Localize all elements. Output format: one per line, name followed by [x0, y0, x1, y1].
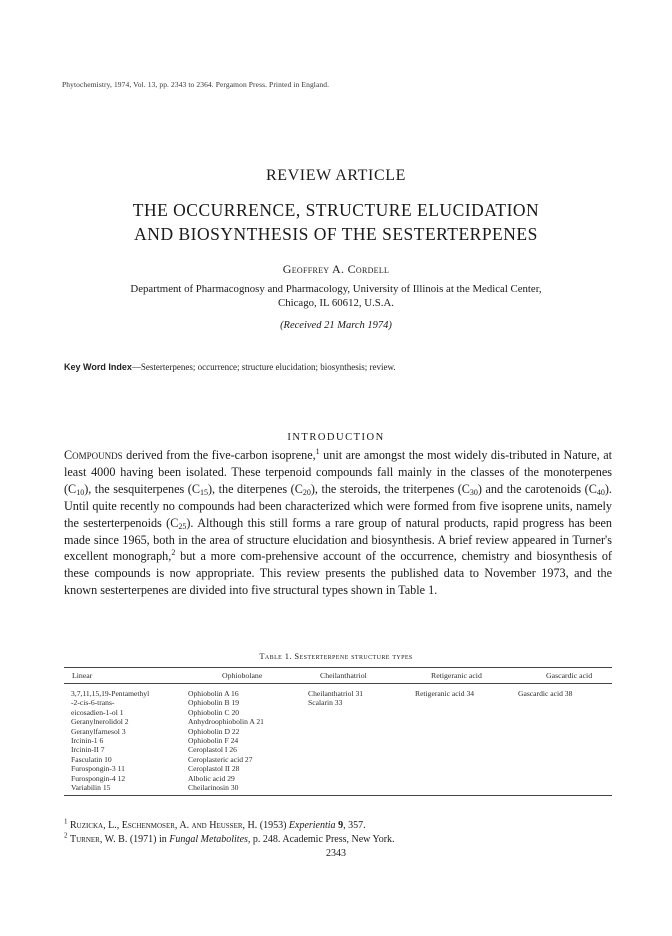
table-cell: Retigeranic acid 34	[415, 689, 475, 698]
intro-text: ), the steroids, the triterpenes (C	[310, 481, 470, 496]
affiliation-line-2: Chicago, IL 60612, U.S.A.	[278, 297, 394, 309]
introduction-heading: INTRODUCTION	[287, 432, 385, 443]
table-caption: Table 1. Sesterterpene structure types	[259, 651, 413, 661]
footnote-pages: , 357.	[343, 820, 366, 831]
table-cell: Ophiobolin F 24	[188, 736, 239, 746]
table-cell: Ophiobolin A 16	[188, 689, 239, 698]
article-type-label: REVIEW ARTICLE	[265, 167, 407, 184]
keyword-index-label: Key Word Index	[64, 362, 132, 372]
table-cell: -2-cis-6-trans-	[71, 698, 115, 708]
table-cell: Cheilanthatriol 31	[308, 689, 364, 698]
table-cell: Ceroplasteric acid 27	[188, 754, 253, 764]
table-cell: Gascardic acid 38	[518, 689, 573, 698]
table-cell: Ceroplastol I 26	[188, 745, 237, 755]
table-cell: Scalarin 33	[308, 698, 343, 708]
footnote-1	[64, 819, 395, 833]
intro-text: ). Until quite recently no compounds had been characterized which were formed from five isoprene units, namely the sesterterpenoids (C	[64, 481, 612, 530]
subscript: 10	[76, 487, 85, 497]
intro-text: ), the sesquiterpenes (C	[84, 481, 200, 496]
intro-text: ) and the carotenoids (C	[477, 481, 597, 496]
table-cell: Geranylfarnesol 3	[71, 726, 126, 736]
table-cell: Cheilarinosin 30	[188, 783, 239, 793]
table-column-gascardic-acid	[516, 689, 612, 792]
table-header-row	[64, 668, 612, 683]
table-cell: Variabilin 15	[71, 783, 111, 793]
footnote-book: Fungal Metabolites,	[169, 833, 251, 845]
table-cell: Ophiobolin C 20	[188, 707, 240, 717]
intro-text: ). Although this still forms a rare group of natural products, rapid progress has been made since 1965, both in the area of structure elucidation and biosynthesis. A brief review appeared in Turner's excellent monograph,	[64, 515, 612, 564]
footnote-publisher: p. 248. Academic Press, New York.	[250, 833, 395, 845]
subscript: 25	[178, 521, 187, 531]
table-column-retigeranic-acid	[413, 689, 516, 792]
footnotes	[64, 819, 395, 846]
table-cell: Furospongin-3 11	[71, 764, 125, 774]
subscript: 20	[302, 487, 311, 497]
intro-text: unit are amongst the most widely dis-tributed in Nature, at least 4000 having been isolated. These terpenoid compounds fall mainly in the classes of the monoterpenes (C	[64, 448, 612, 496]
author-name: Geoffrey A. Cordell	[282, 262, 390, 276]
footnote-number: 2	[64, 831, 68, 840]
table-header-cell: Linear	[72, 671, 93, 680]
footnote-number: 1	[64, 817, 68, 826]
author-affiliation	[0, 282, 672, 310]
footnote-ref-2: 2	[171, 548, 176, 558]
table-cell: Fasculatin 10	[71, 754, 112, 764]
intro-text: ), the diterpenes (C	[208, 481, 303, 496]
footnote-journal: Experientia	[288, 820, 336, 831]
page-number: 2343	[326, 848, 346, 859]
journal-running-header: Phytochemistry, 1974, Vol. 13, pp. 2343 to 2364. Pergamon Press. Printed in England.	[62, 80, 330, 89]
table-cell: Ceroplastol II 28	[188, 764, 240, 774]
table-cell: Ophiobolin D 22	[188, 726, 240, 736]
subscript: 30	[469, 487, 478, 497]
affiliation-line-1: Department of Pharmacognosy and Pharmacology, University of Illinois at the Medical Center,	[130, 283, 542, 295]
subscript: 40	[596, 487, 605, 497]
table-header-cell: Gascardic acid	[546, 671, 593, 680]
keyword-index-text: —Sesterterpenes; occurrence; structure elucidation; biosynthesis; review.	[131, 362, 396, 372]
table-cell: Ophiobolin B 19	[188, 698, 240, 708]
table-bottom-rule	[64, 795, 612, 796]
table-cell: 3,7,11,15,19-Pentamethyl	[71, 689, 150, 698]
table-header-cell: Ophiobolane	[222, 671, 263, 680]
table-cell: eicosadien-1-ol 1	[71, 707, 124, 717]
footnote-authors: Ruzicka, L., Eschenmoser, A. and Heusser, H.	[70, 820, 258, 831]
keyword-index	[64, 362, 396, 372]
footnote-2	[64, 833, 395, 847]
table-cell: Ircinin-II 7	[71, 745, 105, 755]
intro-text: but a more com-prehensive account of the occurrence, chemistry and biosynthesis of these compounds is now appropriate. This review presents the published data to November 1973, and the known sesterterpenes are divided into five structural types shown in Table 1.	[64, 549, 612, 598]
table-header-cell: Retigeranic acid	[431, 671, 482, 680]
table-cell: Albolic acid 29	[188, 773, 235, 783]
intro-lead-word: Compounds	[64, 448, 123, 462]
article-title	[0, 198, 672, 246]
table-cell: Geranylnerolidol 2	[71, 717, 129, 727]
table-column-cheilanthatriol	[300, 689, 413, 792]
introduction-paragraph	[64, 447, 612, 599]
footnote-volume: 9	[335, 820, 344, 831]
title-line-1: THE OCCURRENCE, STRUCTURE ELUCIDATION	[132, 200, 540, 220]
table-cell: Anhydroophiobolin A 21	[188, 717, 264, 727]
table-column-ophiobolane	[182, 689, 300, 792]
table-body	[64, 684, 612, 792]
table-header-cell: Cheilanthatriol	[320, 671, 367, 680]
footnote-year: (1971) in	[127, 833, 170, 845]
footnote-authors: Turner, W. B.	[70, 833, 128, 845]
title-line-2: AND BIOSYNTHESIS OF THE SESTERTERPENES	[134, 224, 538, 244]
table-cell: Furospongin-4 12	[71, 773, 126, 783]
footnote-ref-1: 1	[315, 446, 320, 456]
footnote-year: (1953)	[257, 820, 289, 831]
table-cell: Ircinin-1 6	[71, 736, 104, 746]
structure-types-table	[64, 667, 612, 796]
intro-text: derived from the five-carbon isoprene,	[122, 448, 316, 462]
table-column-linear	[64, 689, 182, 792]
received-date: (Received 21 March 1974)	[280, 320, 392, 331]
subscript: 15	[200, 487, 208, 497]
